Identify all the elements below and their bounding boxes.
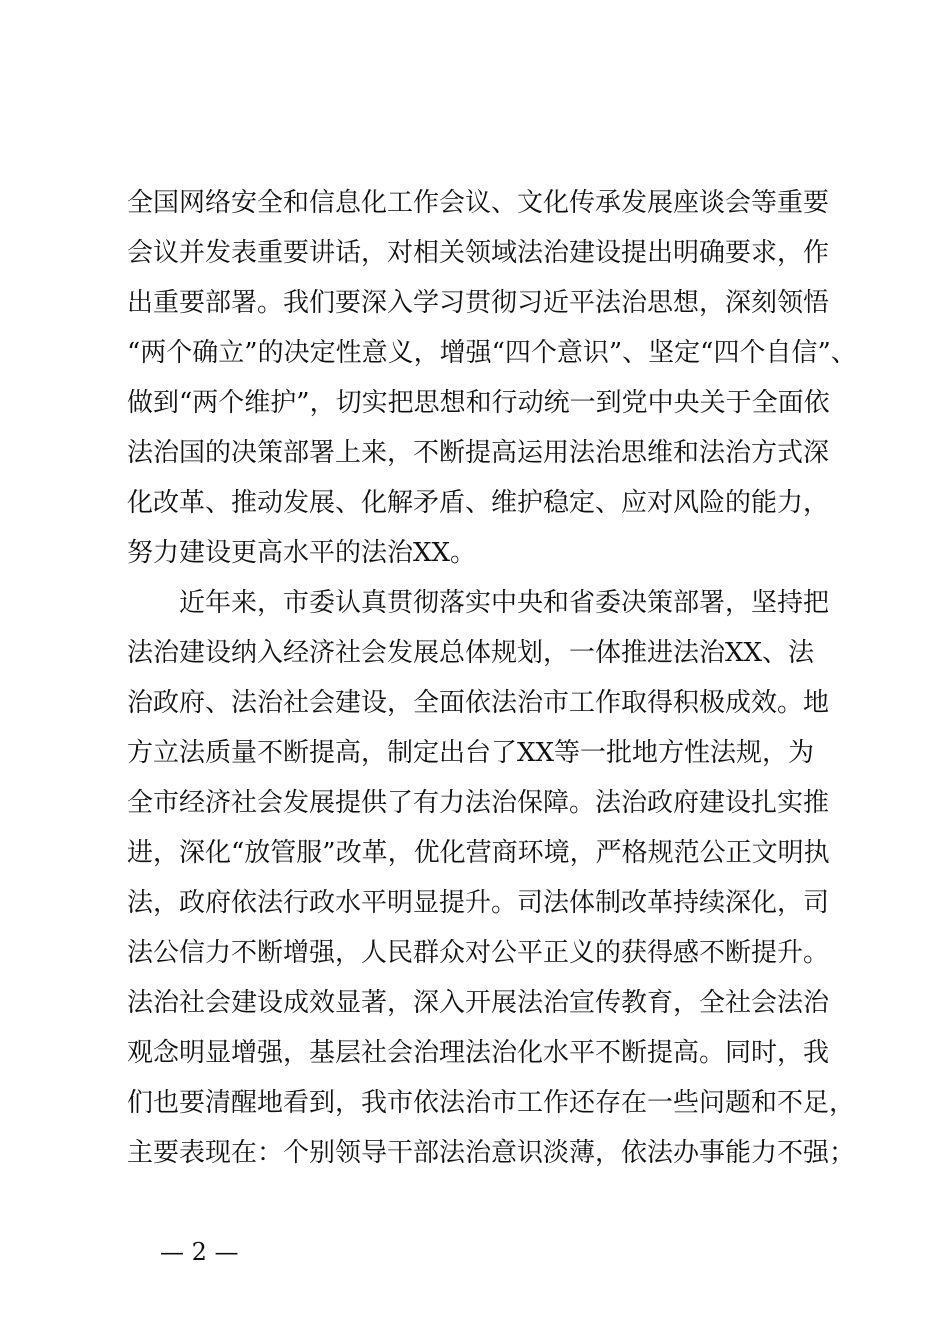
body-text	[127, 178, 857, 1178]
text-line: 法治社会建设成效显著，深入开展法治宣传教育，全社会法治	[127, 988, 830, 1018]
text-line: 努力建设更高水平的法治XX。	[127, 538, 477, 568]
text-line: 们也要清醒地看到，我市依法治市工作还存在一些问题和不足，	[127, 1088, 856, 1118]
text-line: 进，深化“放管服”改革，优化营商环境，严格规范公正文明执	[127, 838, 830, 868]
text-line: 出重要部署。我们要深入学习贯彻习近平法治思想，深刻领悟	[127, 288, 830, 318]
text-line: 治政府、法治社会建设，全面依法治市工作取得积极成效。地	[127, 688, 830, 718]
text-line: 主要表现在：个别领导干部法治意识淡薄，依法办事能力不强；	[127, 1138, 856, 1168]
text-line: 化改革、推动发展、化解矛盾、维护稳定、应对风险的能力，	[127, 488, 830, 518]
paragraph-first-line: 近年来，市委认真贯彻落实中央和省委决策部署，坚持把	[179, 588, 830, 618]
text-line: 法治国的决策部署上来，不断提高运用法治思维和法治方式深	[127, 438, 830, 468]
text-line: 法公信力不断增强，人民群众对公平正义的获得感不断提升。	[127, 938, 830, 968]
text-line: 做到“两个维护”，切实把思想和行动统一到党中央关于全面依	[127, 388, 830, 418]
text-line: 全国网络安全和信息化工作会议、文化传承发展座谈会等重要	[127, 188, 830, 218]
page-number: — 2 —	[160, 1238, 239, 1266]
text-line: 观念明显增强，基层社会治理法治化水平不断提高。同时，我	[127, 1038, 830, 1068]
text-line: “两个确立”的决定性意义，增强“四个意识”、坚定“四个自信”、	[127, 338, 857, 368]
text-line: 方立法质量不断提高，制定出台了XX等一批地方性法规，为	[127, 738, 815, 768]
text-line: 法，政府依法行政水平明显提升。司法体制改革持续深化，司	[127, 888, 830, 918]
text-line: 会议并发表重要讲话，对相关领域法治建设提出明确要求，作	[127, 238, 830, 268]
text-line: 全市经济社会发展提供了有力法治保障。法治政府建设扎实推	[127, 788, 830, 818]
text-line: 法治建设纳入经济社会发展总体规划，一体推进法治XX、法	[127, 638, 815, 668]
